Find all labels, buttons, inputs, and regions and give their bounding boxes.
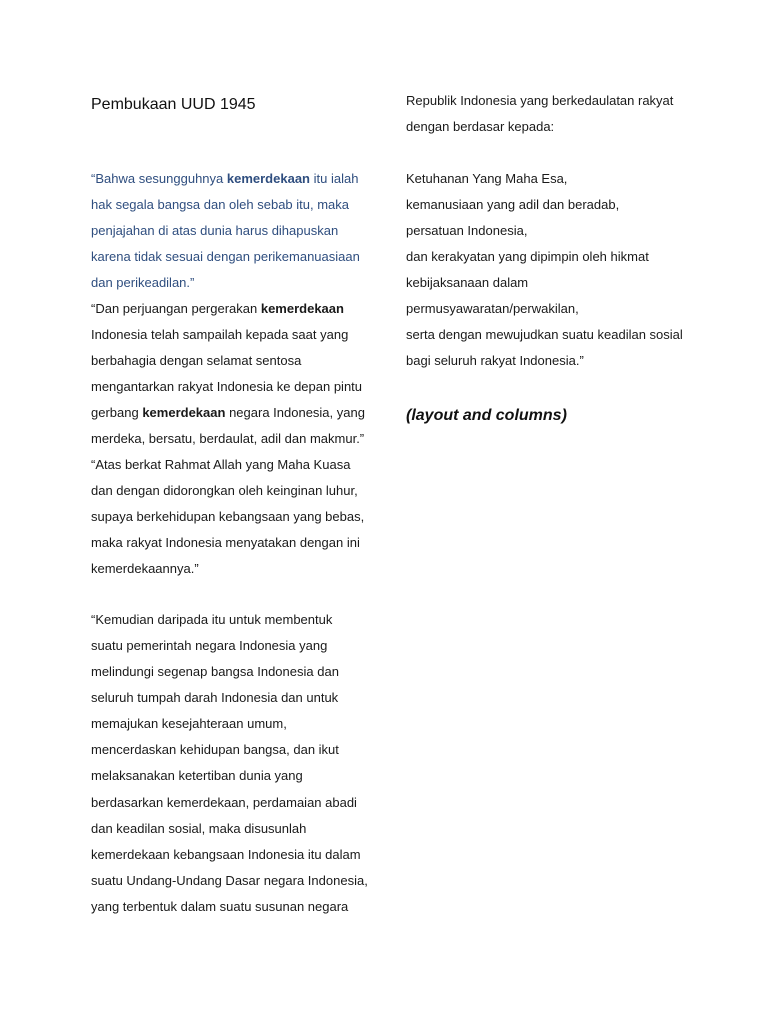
paragraph-line: memajukan kesejahteraan umum, [91,716,287,731]
paragraph-line: suatu Undang-Undang Dasar negara Indonesia, [91,873,368,888]
paragraph-line: dan dengan didorongkan oleh keinginan luhur, [91,483,358,498]
paragraph-line: dan perikeadilan.” [91,275,195,290]
paragraph-line: karena tidak sesuai dengan perikemanuasiaan [91,249,360,264]
paragraph-line: dan keadilan sosial, maka disusunlah [91,821,307,836]
paragraph-line: dengan berdasar kepada: [406,119,555,134]
paragraph-line: mencerdaskan kehidupan bangsa, dan ikut [91,742,339,757]
list-item: permusyawaratan/perwakilan, [406,301,579,316]
paragraph-line: kemerdekaan kebangsaan Indonesia itu dalam [91,847,361,862]
paragraph-line: melindungi segenap bangsa Indonesia dan [91,664,339,679]
paragraph-line: berbahagia dengan selamat sentosa [91,353,302,368]
paragraph-line: Indonesia telah sampailah kepada saat yang [91,327,349,342]
list-item: bagi seluruh rakyat Indonesia.” [406,353,584,368]
paragraph-line: suatu pemerintah negara Indonesia yang [91,638,328,653]
paragraph-line: seluruh tumpah darah Indonesia dan untuk [91,690,339,705]
paragraph-line: hak segala bangsa dan oleh sebab itu, maka [91,197,350,212]
paragraph-line: Republik Indonesia yang berkedaulatan rakyat [406,93,674,108]
paragraph-line: penjajahan di atas dunia harus dihapuskan [91,223,339,238]
list-item: serta dengan mewujudkan suatu keadilan sosial [406,327,683,342]
paragraph-line: melaksanakan ketertiban dunia yang [91,768,303,783]
paragraph-line: “Dan perjuangan pergerakan kemerdekaan [91,301,344,316]
paragraph-line: “Bahwa sesungguhnya kemerdekaan itu ialah [91,171,359,186]
paragraph-line: kemerdekaannya.” [91,561,199,576]
page-title: Pembukaan UUD 1945 [91,96,256,113]
paragraph-line: maka rakyat Indonesia menyatakan dengan ini [91,535,360,550]
paragraph-line: “Kemudian daripada itu untuk membentuk [91,612,333,627]
paragraph-line: yang terbentuk dalam suatu susunan negara [91,899,349,914]
paragraph-line: “Atas berkat Rahmat Allah yang Maha Kuasa [91,457,351,472]
paragraph-line: merdeka, bersatu, berdaulat, adil dan makmur.” [91,431,365,446]
list-item: kebijaksanaan dalam [406,275,529,290]
paragraph-line: supaya berkehidupan kebangsaan yang bebas, [91,509,365,524]
bold-term: kemerdekaan [142,405,226,420]
subheading: (layout and columns) [406,407,567,424]
list-item: Ketuhanan Yang Maha Esa, [406,171,568,186]
list-item: kemanusiaan yang adil dan beradab, [406,197,620,212]
list-item: persatuan Indonesia, [406,223,528,238]
bold-term: kemerdekaan [260,301,344,316]
paragraph-line: gerbang kemerdekaan negara Indonesia, yang [91,405,365,420]
list-item: dan kerakyatan yang dipimpin oleh hikmat [406,249,649,264]
paragraph-line: mengantarkan rakyat Indonesia ke depan pintu [91,379,363,394]
bold-term: kemerdekaan [226,171,310,186]
paragraph-line: berdasarkan kemerdekaan, perdamaian abadi [91,795,357,810]
